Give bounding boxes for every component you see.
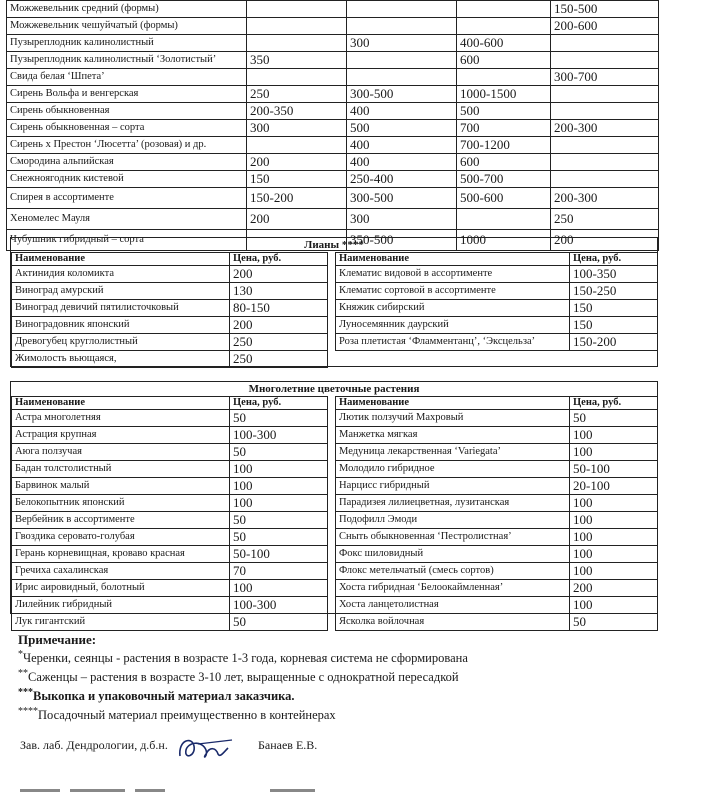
plant-name-cell: Ирис аировидный, болотный xyxy=(12,580,230,597)
table-row xyxy=(7,18,659,35)
header-row xyxy=(12,253,328,266)
price-cell xyxy=(347,18,457,35)
table-row xyxy=(12,410,328,427)
plant-name-cell: Медуница лекарственная ‘Variegata’ xyxy=(336,444,570,461)
price-cell: 300 xyxy=(347,209,457,230)
table-row xyxy=(7,171,659,188)
table-row xyxy=(336,266,658,283)
price-cell: 50 xyxy=(230,529,328,546)
table-row xyxy=(7,52,659,69)
plant-name-cell: Фокс шиловидный xyxy=(336,546,570,563)
table-row xyxy=(7,188,659,209)
plant-name-cell: Барвинок малый xyxy=(12,478,230,495)
note-item xyxy=(18,685,468,704)
table-row xyxy=(7,209,659,230)
price-cell: 500-700 xyxy=(457,171,551,188)
signature-block xyxy=(20,738,318,753)
note-mark: ** xyxy=(18,668,28,680)
plant-name-cell: Клематис сортовой в ассортименте xyxy=(336,283,570,300)
price-cell: 50 xyxy=(570,614,658,631)
table-row xyxy=(12,614,328,631)
lianas-title: Лианы **** xyxy=(304,239,364,251)
price-cell xyxy=(551,171,659,188)
plant-name-cell: Хоста ланцетолистная xyxy=(336,597,570,614)
column-header-name: Наименование xyxy=(12,253,230,266)
plant-name-cell: Древогубец круглолистный xyxy=(12,334,230,351)
table-row xyxy=(7,86,659,103)
note-text: Посадочный материал преимущественно в контейнерах xyxy=(38,708,336,723)
plant-name-cell: Пузыреплодник калинолистный xyxy=(7,35,247,52)
price-cell: 200 xyxy=(570,580,658,597)
plant-name-cell: Флокс метельчатый (смесь сортов) xyxy=(336,563,570,580)
table-row xyxy=(336,334,658,351)
header-row xyxy=(12,397,328,410)
table-row xyxy=(12,580,328,597)
price-cell: 70 xyxy=(230,563,328,580)
handwritten-signature xyxy=(172,730,242,770)
price-cell xyxy=(247,137,347,154)
column-header-name: Наименование xyxy=(336,397,570,410)
price-cell: 150 xyxy=(247,171,347,188)
plant-name-cell: Спирея в ассортименте xyxy=(7,188,247,209)
plant-name-cell: Лилейник гибридный xyxy=(12,597,230,614)
table-row xyxy=(12,495,328,512)
price-cell: 100 xyxy=(570,546,658,563)
price-cell: 150-500 xyxy=(551,1,659,18)
plant-name-cell: Роза плетистая ‘Фламментанц’, ‘Эксцельза’ xyxy=(336,334,570,351)
price-cell: 400-600 xyxy=(457,35,551,52)
plant-name-cell: Можжевельник средний (формы) xyxy=(7,1,247,18)
table-row xyxy=(336,300,658,317)
plant-name-cell: Актинидия коломикта xyxy=(12,266,230,283)
table-row xyxy=(12,546,328,563)
plant-name-cell: Сирень х Престон ‘Люсетта’ (розовая) и др. xyxy=(7,137,247,154)
table-row xyxy=(336,546,658,563)
plant-name-cell: Молодило гибридное xyxy=(336,461,570,478)
price-cell: 200-600 xyxy=(551,18,659,35)
table-row xyxy=(7,154,659,171)
price-cell xyxy=(551,137,659,154)
plant-name-cell: Гречиха сахалинская xyxy=(12,563,230,580)
price-cell xyxy=(551,154,659,171)
price-cell: 300-500 xyxy=(347,86,457,103)
lianas-left-table xyxy=(11,252,328,368)
plant-name-cell: Лук гигантский xyxy=(12,614,230,631)
price-cell: 300 xyxy=(247,120,347,137)
table-row xyxy=(12,529,328,546)
note-item xyxy=(18,647,468,666)
plant-name-cell: Герань корневищная, кроваво красная xyxy=(12,546,230,563)
price-cell xyxy=(457,69,551,86)
plant-name-cell: Сирень обыкновенная xyxy=(7,103,247,120)
column-header-price: Цена, руб. xyxy=(230,253,328,266)
price-cell: 100 xyxy=(230,478,328,495)
price-cell: 500-600 xyxy=(457,188,551,209)
price-cell: 700-1200 xyxy=(457,137,551,154)
price-cell xyxy=(551,35,659,52)
price-cell xyxy=(551,103,659,120)
cropped-text-fragment xyxy=(20,786,320,800)
table-row xyxy=(7,35,659,52)
footer-cropped-line xyxy=(20,786,320,804)
top-price-table xyxy=(6,0,659,251)
price-cell xyxy=(457,18,551,35)
plant-name-cell: Свида белая ‘Шпета’ xyxy=(7,69,247,86)
price-cell: 100 xyxy=(570,563,658,580)
table-row xyxy=(7,1,659,18)
table-row xyxy=(12,351,328,368)
column-header-name: Наименование xyxy=(336,253,570,266)
price-cell: 100 xyxy=(570,512,658,529)
table-row xyxy=(12,283,328,300)
table-row xyxy=(12,444,328,461)
price-cell: 150-200 xyxy=(570,334,658,351)
price-cell: 100-350 xyxy=(570,266,658,283)
plant-name-cell: Можжевельник чешуйчатый (формы) xyxy=(7,18,247,35)
price-cell: 200 xyxy=(230,317,328,334)
price-cell: 200 xyxy=(230,266,328,283)
column-header-price: Цена, руб. xyxy=(570,253,658,266)
table-row xyxy=(336,410,658,427)
price-cell: 100 xyxy=(570,444,658,461)
price-cell: 50 xyxy=(570,410,658,427)
price-cell xyxy=(247,1,347,18)
price-cell: 250 xyxy=(230,334,328,351)
price-cell: 50 xyxy=(230,512,328,529)
price-cell: 200 xyxy=(551,230,659,251)
table-row xyxy=(336,512,658,529)
price-cell: 100 xyxy=(230,580,328,597)
plant-name-cell: Нарцисс гибридный xyxy=(336,478,570,495)
price-cell: 400 xyxy=(347,137,457,154)
plant-name-cell: Виноградовник японский xyxy=(12,317,230,334)
price-cell: 200 xyxy=(247,154,347,171)
plant-name-cell: Снежноягодник кистевой xyxy=(7,171,247,188)
price-cell: 50 xyxy=(230,410,328,427)
price-cell: 150-250 xyxy=(570,283,658,300)
header-row xyxy=(336,397,658,410)
table-row xyxy=(336,580,658,597)
table-row xyxy=(12,266,328,283)
plant-name-cell: Луносемянник даурский xyxy=(336,317,570,334)
price-cell: 300-500 xyxy=(347,188,457,209)
note-mark: *** xyxy=(18,687,33,699)
plant-name-cell: Сныть обыкновенная ‘Пестролистная’ xyxy=(336,529,570,546)
note-mark: **** xyxy=(18,706,38,718)
table-row xyxy=(12,334,328,351)
plant-name-cell: Смородина альпийская xyxy=(7,154,247,171)
table-row xyxy=(336,478,658,495)
plant-name-cell: Ясколка войлочная xyxy=(336,614,570,631)
plant-name-cell: Княжик сибирский xyxy=(336,300,570,317)
price-cell: 1000 xyxy=(457,230,551,251)
table-row xyxy=(336,444,658,461)
price-cell xyxy=(347,52,457,69)
note-text: Черенки, сеянцы - растения в возрасте 1-3 года, корневая система не сформирована xyxy=(23,651,468,666)
price-cell: 200-350 xyxy=(247,103,347,120)
table-row xyxy=(12,317,328,334)
table-row xyxy=(336,495,658,512)
plant-name-cell: Гвоздика серовато-голубая xyxy=(12,529,230,546)
price-cell xyxy=(457,1,551,18)
column-header-name: Наименование xyxy=(12,397,230,410)
price-cell: 100-300 xyxy=(230,597,328,614)
price-cell: 350-500 xyxy=(347,230,457,251)
price-cell: 100 xyxy=(230,461,328,478)
table-row xyxy=(12,478,328,495)
price-cell: 200-300 xyxy=(551,188,659,209)
plant-name-cell: Астрация крупная xyxy=(12,427,230,444)
price-cell: 600 xyxy=(457,154,551,171)
plant-name-cell: Пузыреплодник калинолистный ‘Золотистый’ xyxy=(7,52,247,69)
plant-name-cell: Жимолость вьющаяся, xyxy=(12,351,230,368)
table-row xyxy=(336,597,658,614)
price-cell: 400 xyxy=(347,103,457,120)
price-cell: 150 xyxy=(570,317,658,334)
price-cell xyxy=(247,69,347,86)
note-item xyxy=(18,666,468,685)
price-cell: 300-700 xyxy=(551,69,659,86)
note-text: Выкопка и упаковочный материал заказчика. xyxy=(33,689,295,704)
perennials-section xyxy=(10,381,658,629)
lianas-right-table xyxy=(335,252,658,351)
table-row xyxy=(336,461,658,478)
price-cell xyxy=(347,69,457,86)
price-cell: 1000-1500 xyxy=(457,86,551,103)
plant-name-cell: Белокопытник японский xyxy=(12,495,230,512)
table-row xyxy=(12,427,328,444)
table-row xyxy=(12,512,328,529)
table-row xyxy=(336,563,658,580)
price-cell: 100-300 xyxy=(230,427,328,444)
price-cell: 250 xyxy=(551,209,659,230)
price-cell: 700 xyxy=(457,120,551,137)
price-cell: 50 xyxy=(230,614,328,631)
price-cell xyxy=(247,35,347,52)
note-item xyxy=(18,704,468,723)
price-cell: 150-200 xyxy=(247,188,347,209)
price-cell: 100 xyxy=(570,597,658,614)
price-cell: 600 xyxy=(457,52,551,69)
plant-name-cell: Лютик ползучий Махровый xyxy=(336,410,570,427)
price-cell: 250 xyxy=(247,86,347,103)
plant-name-cell: Астра многолетняя xyxy=(12,410,230,427)
table-row xyxy=(336,283,658,300)
plant-name-cell: Аюга ползучая xyxy=(12,444,230,461)
plant-name-cell: Манжетка мягкая xyxy=(336,427,570,444)
notes-block xyxy=(18,632,468,724)
note-text: Саженцы – растения в возрасте 3-10 лет, выращенные с однократной пересадкой xyxy=(28,670,459,685)
plant-name-cell: Парадизея лилиецветная, лузитанская xyxy=(336,495,570,512)
plant-name-cell: Виноград амурский xyxy=(12,283,230,300)
table-row xyxy=(7,137,659,154)
price-cell: 20-100 xyxy=(570,478,658,495)
price-cell: 400 xyxy=(347,154,457,171)
plant-name-cell: Вербейник в ассортименте xyxy=(12,512,230,529)
price-cell: 200-300 xyxy=(551,120,659,137)
perennials-title: Многолетние цветочные растения xyxy=(248,383,420,395)
price-cell: 500 xyxy=(347,120,457,137)
price-cell xyxy=(551,86,659,103)
price-cell: 100 xyxy=(570,495,658,512)
price-cell xyxy=(457,209,551,230)
price-cell xyxy=(551,52,659,69)
price-cell: 50-100 xyxy=(570,461,658,478)
signature-name: Банаев Е.В. xyxy=(258,738,318,752)
price-cell: 250-400 xyxy=(347,171,457,188)
plant-name-cell: Сирень Вольфа и венгерская xyxy=(7,86,247,103)
column-header-price: Цена, руб. xyxy=(570,397,658,410)
plant-name-cell: Клематис видовой в ассортименте xyxy=(336,266,570,283)
table-row xyxy=(12,597,328,614)
price-cell: 100 xyxy=(230,495,328,512)
price-cell: 130 xyxy=(230,283,328,300)
column-header-price: Цена, руб. xyxy=(230,397,328,410)
signature-position: Зав. лаб. Дендрологии, д.б.н. xyxy=(20,738,168,752)
price-cell xyxy=(347,1,457,18)
plant-name-cell: Бадан толстолистный xyxy=(12,461,230,478)
price-cell: 100 xyxy=(570,427,658,444)
lianas-section xyxy=(10,237,658,367)
price-cell: 500 xyxy=(457,103,551,120)
table-row xyxy=(7,103,659,120)
table-row xyxy=(7,120,659,137)
plant-name-cell: Сирень обыкновенная – сорта xyxy=(7,120,247,137)
plant-name-cell: Виноград девичий пятилисточковый xyxy=(12,300,230,317)
plant-name-cell: Подофилл Эмоди xyxy=(336,512,570,529)
table-row xyxy=(12,563,328,580)
plant-name-cell: Чубушник гибридный – сорта xyxy=(7,230,247,251)
price-cell: 80-150 xyxy=(230,300,328,317)
table-row xyxy=(12,300,328,317)
header-row xyxy=(336,253,658,266)
perennials-left-table xyxy=(11,396,328,631)
price-cell xyxy=(247,18,347,35)
table-row xyxy=(12,461,328,478)
table-row xyxy=(336,427,658,444)
table-row xyxy=(336,317,658,334)
price-cell: 350 xyxy=(247,52,347,69)
price-cell: 200 xyxy=(247,209,347,230)
price-cell: 300 xyxy=(347,35,457,52)
plant-name-cell: Хоста гибридная ‘Белоокаймленная’ xyxy=(336,580,570,597)
table-row xyxy=(336,529,658,546)
note-mark: * xyxy=(18,649,23,660)
plant-name-cell: Хеномелес Мауля xyxy=(7,209,247,230)
table-row xyxy=(7,69,659,86)
price-cell: 50-100 xyxy=(230,546,328,563)
price-cell: 50 xyxy=(230,444,328,461)
price-cell: 150 xyxy=(570,300,658,317)
perennials-right-table xyxy=(335,396,658,631)
price-cell: 250 xyxy=(230,351,328,368)
notes-title: Примечание: xyxy=(18,632,97,647)
table-row xyxy=(336,614,658,631)
price-cell: 100 xyxy=(570,529,658,546)
